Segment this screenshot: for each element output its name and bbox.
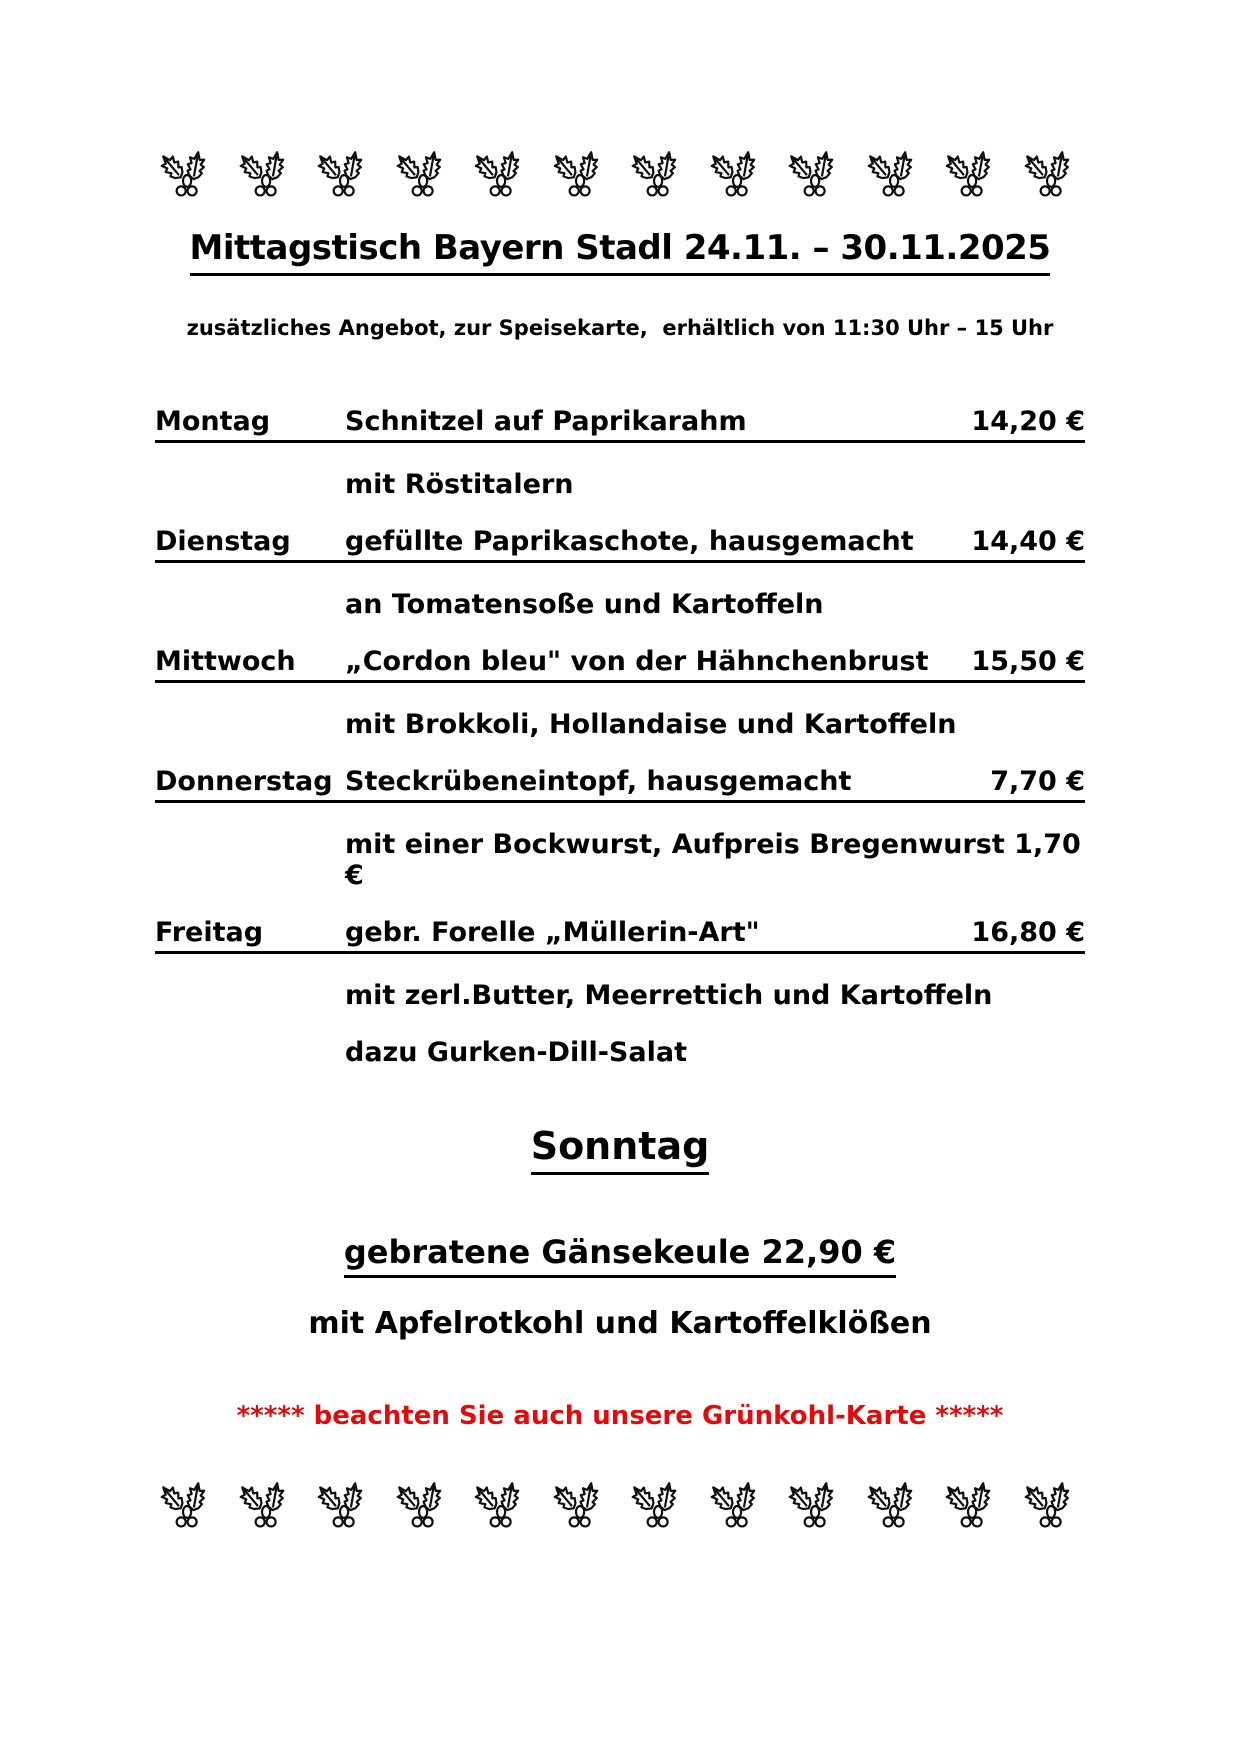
menu-row-dienstag [155,526,1085,563]
price-value: 7,70 € [990,766,1085,797]
holly-icon [391,140,457,200]
price-value: 14,20 € [971,406,1085,437]
weekday-menu [155,406,1085,1068]
dish-name: Schnitzel auf Paprikarahm [345,406,747,437]
holly-icon [469,1471,535,1531]
holly-icon [705,1471,771,1531]
title-row [155,228,1085,276]
dish-detail: mit zerl.Butter, Meerrettich und Kartoffeln [345,980,993,1011]
holly-icon [626,140,692,200]
holly-icon [312,140,378,200]
dish-name: „Cordon bleu" von der Hähnchenbrust [345,646,929,677]
dish-detail: dazu Gurken-Dill-Salat [345,1037,687,1068]
holly-icon [705,140,771,200]
holly-icon [234,1471,300,1531]
gruenkohl-notice: ***** beachten Sie auch unsere Grünkohl-Karte ***** [236,1401,1004,1431]
holly-icon [548,1471,614,1531]
price-value: 15,50 € [971,646,1085,677]
holly-icon [391,1471,457,1531]
day-label: Freitag [155,917,264,948]
price-value: 16,80 € [971,917,1085,948]
day-label: Mittwoch [155,646,296,677]
holly-icon [626,1471,692,1531]
holly-icon [155,140,221,200]
holly-icon [234,140,300,200]
day-label: Montag [155,406,271,437]
holly-icon [469,140,535,200]
menu-row-donnerstag [155,766,1085,803]
holly-icon [1019,140,1085,200]
holly-icon [312,1471,378,1531]
page-subtitle: zusätzliches Angebot, zur Speisekarte, erhältlich von 11:30 Uhr – 15 Uhr [186,316,1054,340]
holly-icon [783,1471,849,1531]
price-value: 14,40 € [971,526,1085,557]
holly-icon [783,140,849,200]
dish-detail: mit einer Bockwurst, Aufpreis Bregenwurst 1,70 € [345,829,1081,891]
holly-icon [155,1471,221,1531]
sunday-dish-row [155,1233,1085,1278]
day-label: Dienstag [155,526,291,557]
dish-detail: mit Röstitalern [345,469,574,500]
holly-icon [548,140,614,200]
dish-name: gebr. Forelle „Müllerin-Art" [345,917,760,948]
holly-icon [862,1471,928,1531]
page-title: Mittagstisch Bayern Stadl 24.11. – 30.11.2025 [190,228,1051,276]
menu-row-mittwoch [155,646,1085,683]
holly-border-bottom [155,1471,1085,1533]
menu-row-montag [155,406,1085,443]
holly-icon [940,1471,1006,1531]
holly-icon [862,140,928,200]
sunday-dish: gebratene Gänsekeule 22,90 € [344,1233,896,1278]
sunday-side-dish: mit Apfelrotkohl und Kartoffelklößen [308,1306,932,1341]
sunday-heading: Sonntag [531,1124,710,1175]
sunday-section [155,1124,1085,1175]
day-label: Donnerstag [155,766,333,797]
holly-icon [940,140,1006,200]
menu-row-freitag [155,917,1085,954]
dish-detail: an Tomatensoße und Kartoffeln [345,589,824,620]
dish-name: Steckrübeneintopf, hausgemacht [345,766,852,797]
holly-icon [1019,1471,1085,1531]
menu-content [155,140,1085,1533]
dish-name: gefüllte Paprikaschote, hausgemacht [345,526,914,557]
holly-border-top [155,140,1085,202]
dish-detail: mit Brokkoli, Hollandaise und Kartoffeln [345,709,957,740]
